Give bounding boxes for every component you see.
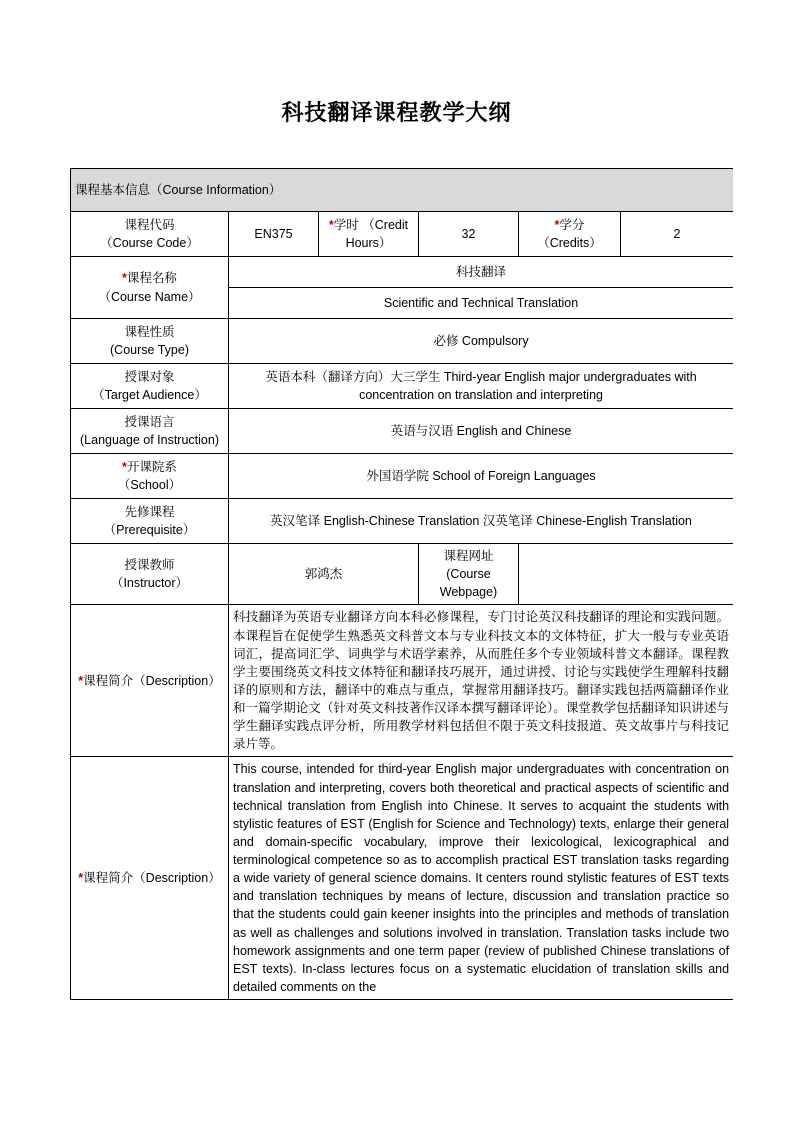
language-label-en: (Language of Instruction) [80, 433, 219, 447]
table-row [71, 364, 734, 409]
table-row [71, 454, 734, 499]
course-name-label-en: （Course Name） [98, 289, 201, 304]
description-label-en-text-2: （Description） [133, 871, 221, 886]
school-label-en: （School） [117, 478, 182, 492]
instructor-label [71, 544, 229, 605]
table-row [71, 757, 734, 1000]
course-type-label-cn: 课程性质 [124, 324, 175, 339]
credits-label-cn-text: 学分 [559, 217, 585, 232]
target-audience-value: 英语本科（翻译方向）大三学生 Third-year English major undergraduates with concentration on translation and interpreting [229, 364, 734, 409]
prerequisite-label-en: （Prerequisite） [103, 523, 196, 537]
prerequisite-label [71, 499, 229, 544]
school-label [71, 454, 229, 499]
course-name-label-cn [75, 269, 224, 287]
credits-value: 2 [621, 212, 734, 257]
credit-hours-label-cn-text: 学时 [333, 217, 359, 232]
school-value: 外国语学院 School of Foreign Languages [229, 454, 734, 499]
table-row [71, 544, 734, 605]
description-cn-label-text [78, 674, 220, 688]
table-section-header-row [71, 169, 734, 212]
credit-hours-label-en: （Credit Hours） [345, 217, 409, 250]
prerequisite-value: 英汉笔译 English-Chinese Translation 汉英笔译 Chinese-English Translation [229, 499, 734, 544]
description-label-cn-text: 课程简介 [83, 673, 134, 688]
course-type-label-en: (Course Type) [110, 343, 189, 357]
credits-label-cn [555, 218, 585, 232]
credits-label-en: （Credits） [537, 236, 602, 250]
course-code-value: EN375 [229, 212, 319, 257]
table-row [71, 499, 734, 544]
course-webpage-label-cn: 课程网址 [443, 549, 494, 563]
page-title: 科技翻译课程教学大纲 [281, 100, 512, 125]
course-information-table [70, 168, 733, 1000]
language-label-cn: 授课语言 [124, 414, 175, 429]
description-en-label-text [78, 871, 220, 885]
school-label-cn [75, 458, 224, 476]
table-row [71, 212, 734, 257]
description-label-en-text: （Description） [133, 673, 221, 688]
description-en-text: This course, intended for third-year English major undergraduates with concentration on translation and interpreting, covers both theoretical and practical aspects of scientific and technical translation from English into Chinese. It serves to acquaint the students with stylistic features of EST (English for Science and Technology) texts, enlarge their general and domain-specific vocabulary, improve their lexicological, lexicographical and terminological competence so as to accomplish practical EST translation tasks regarding a wide variety of general science domains. It centers round stylistic features of EST texts and translation techniques by means of lecture, discussion and translation practice so that the students could gain keener insights into the principles and methods of translation as well as challenges and solutions involved in translation. Translation tasks include two homework assignments and one term paper (review of published Chinese translations of EST texts). In-class lectures focus on a systematic elucidation of translation skills and detailed comments on the [229, 757, 734, 1000]
required-marker-icon: * [122, 271, 127, 286]
course-webpage-label-en: (Course Webpage) [439, 567, 498, 600]
table-row [71, 409, 734, 454]
required-marker-icon: * [78, 871, 84, 886]
instructor-label-cn: 授课教师 [124, 558, 175, 573]
required-marker-icon: * [122, 459, 127, 474]
description-en-label [71, 757, 229, 1000]
description-cn-label [71, 605, 229, 757]
table-row [71, 257, 734, 288]
required-marker-icon: * [328, 217, 334, 232]
course-name-label-cn-text: 课程名称 [126, 271, 177, 286]
course-code-label-en: （Course Code） [100, 236, 199, 250]
target-audience-label [71, 364, 229, 409]
instructor-label-en: （Instructor） [110, 576, 189, 591]
section-header-label: 课程基本信息（Course Information） [71, 169, 734, 212]
language-value: 英语与汉语 English and Chinese [229, 409, 734, 454]
course-code-label-cn: 课程代码 [124, 217, 175, 232]
course-webpage-label [419, 544, 519, 605]
course-information-table-wrap [70, 168, 733, 1000]
required-marker-icon: * [554, 217, 560, 232]
course-webpage-value[interactable] [519, 544, 734, 605]
description-cn-text: 科技翻译为英语专业翻译方向本科必修课程，专门讨论英汉科技翻译的理论和实践问题。本课程旨在促使学生熟悉英文科普文本与专业科技文本的文体特征，扩大一般与专业英语词汇，提高词汇学、词典学与术语学素养，从而胜任多个专业领域科普文本翻译。课程教学主要围绕英文科技文体特征和翻译技巧展开，通过讲授、讨论与实践使学生理解科技翻译的原则和方法，翻译中的难点与重点，掌握常用翻译技巧。翻译实践包括两篇翻译作业和一篇学期论文（针对英文科技著作汉译本撰写翻译评论）。课堂教学包括翻译知识讲述与学生翻译实践点评分析，所用教学材料包括但不限于英文科技报道、英文故事片与科技记录片等。 [229, 605, 734, 757]
course-code-label [71, 212, 229, 257]
school-label-cn-text: 开课院系 [126, 459, 177, 474]
instructor-value: 郭鸿杰 [229, 544, 419, 605]
course-type-value: 必修 Compulsory [229, 319, 734, 364]
table-row [71, 319, 734, 364]
required-marker-icon: * [78, 673, 84, 688]
target-audience-label-en: （Target Audience） [92, 388, 207, 402]
credit-hours-value: 32 [419, 212, 519, 257]
course-name-value-cn: 科技翻译 [229, 257, 734, 288]
description-label-cn-text-2: 课程简介 [83, 871, 134, 886]
credit-hours-label [319, 212, 419, 257]
course-type-label [71, 319, 229, 364]
target-audience-label-cn: 授课对象 [124, 369, 175, 384]
credits-label [519, 212, 621, 257]
credit-hours-label-cn [329, 218, 359, 232]
table-row [71, 605, 734, 757]
prerequisite-label-cn: 先修课程 [124, 504, 175, 519]
course-name-label [71, 257, 229, 319]
language-label [71, 409, 229, 454]
course-name-value-en: Scientific and Technical Translation [229, 288, 734, 319]
